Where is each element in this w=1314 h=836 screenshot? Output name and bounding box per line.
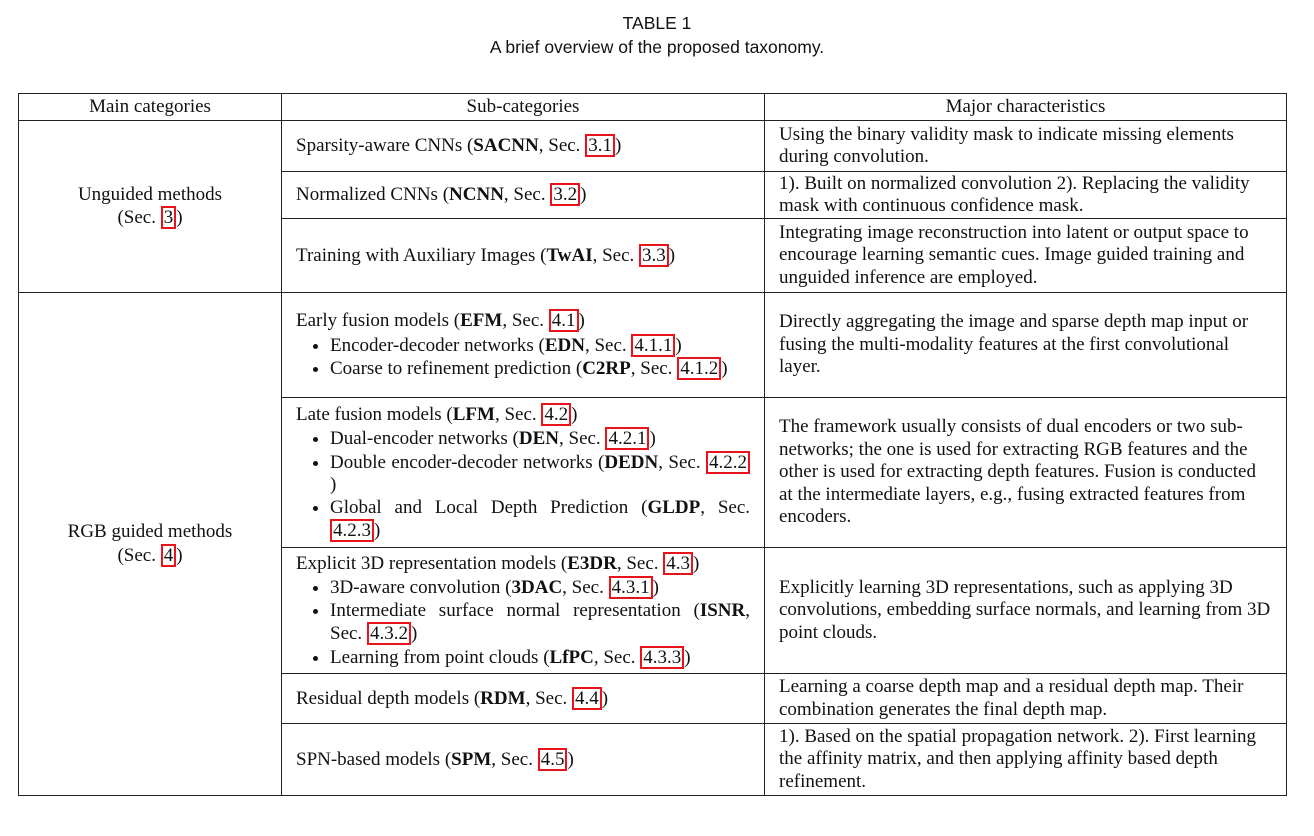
sub-category-list	[296, 427, 750, 543]
category-abbr: NCNN	[449, 184, 504, 206]
category-abbr: DEN	[518, 428, 559, 449]
characteristics-cell	[765, 293, 1287, 398]
characteristics-cell	[765, 172, 1287, 219]
sec-label: Sec.	[330, 623, 363, 645]
sub-category-item: • Double encoder-decoder networks (DEDN, Sec. 4.2.2)	[330, 451, 750, 497]
section-ref-link[interactable]: 4.1.1	[631, 334, 675, 357]
sec-label: Sec.	[594, 334, 627, 356]
characteristics-cell	[765, 548, 1287, 674]
category-name: Learning from point clouds	[330, 646, 539, 668]
category-name: Normalized CNNs	[296, 184, 438, 206]
sub-category-item: • Intermediate surface normal representation (ISNR, Sec. 4.3.2 )	[330, 600, 750, 646]
sec-label: Sec.	[602, 244, 635, 266]
table-label: TABLE 1	[622, 13, 692, 33]
sub-category-cell	[282, 219, 765, 293]
category-abbr: LFM	[452, 403, 495, 425]
category-abbr: EFM	[460, 310, 503, 332]
sub-category-heading: Training with Auxiliary Images (TwAI, Sec. 3.3 )	[296, 244, 676, 266]
header-row	[19, 94, 1287, 121]
section-ref-link[interactable]: 4.2	[541, 403, 571, 426]
category-abbr: ISNR	[699, 599, 746, 621]
characteristics-text: Learning a coarse depth map and a residual depth map. Their combination generates the final depth map.	[779, 676, 1244, 720]
category-name: Early fusion models	[296, 310, 450, 332]
sub-category-heading: Normalized CNNs (NCNN, Sec. 3.2 )	[296, 184, 587, 206]
section-ref-link[interactable]: 4.2.2	[706, 451, 750, 474]
sec-label: Sec.	[668, 451, 701, 473]
sec-label: Sec.	[626, 552, 659, 574]
sec-label: Sec.	[500, 748, 533, 770]
category-abbr: C2RP	[582, 358, 631, 380]
category-name: Intermediate surface normal representation	[330, 599, 681, 621]
characteristics-text: 1). Built on normalized convolution 2). Replacing the validity mask with continuous confidence mask.	[779, 172, 1250, 216]
characteristics-cell	[765, 398, 1287, 548]
sec-label: Sec.	[123, 207, 156, 228]
section-ref-link[interactable]: 4.1	[549, 309, 579, 332]
category-abbr: DEDN	[604, 451, 659, 473]
header-major-characteristics: Major characteristics	[765, 94, 1287, 121]
sec-label: Sec.	[123, 544, 156, 566]
section-ref-link[interactable]: 3	[161, 206, 177, 229]
sec-label: Sec.	[513, 184, 546, 206]
sec-label: Sec.	[568, 428, 601, 449]
section-ref-link[interactable]: 4	[161, 544, 177, 567]
characteristics-cell	[765, 121, 1287, 172]
category-abbr: EDN	[544, 334, 585, 356]
sub-category-list	[296, 334, 750, 381]
characteristics-text: Integrating image reconstruction into latent or output space to encourage learning semantic cues. Image guided training and unguided inference are employed.	[779, 221, 1249, 288]
table-row	[19, 293, 1287, 398]
category-name: Dual-encoder networks	[330, 428, 508, 449]
category-name: Encoder-decoder networks	[330, 334, 534, 356]
sub-category-item: • Global and Local Depth Prediction (GLDP, Sec. 4.2.3 )	[330, 497, 750, 543]
sub-category-heading: SPN-based models (SPM, Sec. 4.5 )	[296, 748, 574, 770]
category-name: Residual depth models	[296, 687, 470, 709]
section-ref-link[interactable]: 4.3.2	[367, 622, 411, 645]
section-ref-link[interactable]: 4.3.3	[640, 646, 684, 669]
category-name: Double encoder-decoder networks	[330, 451, 593, 473]
category-abbr: RDM	[480, 687, 526, 709]
sub-category-cell	[282, 293, 765, 398]
characteristics-text: 1). Based on the spatial propagation network. 2). First learning the affinity matrix, and then applying affinity based depth refinement.	[779, 725, 1257, 792]
category-name: 3D-aware convolution	[330, 577, 501, 599]
category-abbr: GLDP	[647, 496, 701, 518]
category-abbr: SPM	[451, 748, 492, 770]
sec-label: Sec.	[504, 403, 537, 425]
sec-label: Sec.	[717, 496, 751, 518]
category-name: Training with Auxiliary Images	[296, 244, 536, 266]
sec-label: Sec.	[640, 358, 673, 380]
category-abbr: 3DAC	[511, 577, 563, 599]
main-category-cell	[19, 293, 282, 796]
sec-label: Sec.	[548, 135, 581, 157]
category-name: Global and Local Depth Prediction	[330, 496, 629, 518]
section-ref-link[interactable]: 3.2	[550, 183, 580, 206]
category-abbr: LfPC	[549, 646, 594, 668]
section-ref-link[interactable]: 4.3.1	[609, 576, 653, 599]
sub-category-heading: Residual depth models (RDM, Sec. 4.4 )	[296, 687, 609, 709]
sub-category-heading: Late fusion models (LFM, Sec. 4.2 )	[296, 403, 578, 425]
taxonomy-table	[18, 93, 1287, 796]
category-name: Late fusion models	[296, 403, 442, 425]
table-title: A brief overview of the proposed taxonomy.	[489, 37, 825, 57]
header-main-categories: Main categories	[19, 94, 282, 121]
category-name: Explicit 3D representation models	[296, 552, 557, 574]
main-category-sec: (Sec. 4 )	[117, 544, 183, 566]
category-name: SPN-based models	[296, 748, 441, 770]
section-ref-link[interactable]: 4.1.2	[677, 357, 721, 380]
main-category-name: Unguided methods	[77, 183, 223, 205]
sub-category-heading: Explicit 3D representation models (E3DR, Sec. 4.3 )	[296, 552, 700, 574]
characteristics-text: Directly aggregating the image and sparse depth map input or fusing the multi-modality features at the first convolutional layer.	[779, 311, 1249, 378]
category-name: Coarse to refinement prediction	[330, 358, 572, 380]
category-abbr: E3DR	[567, 552, 617, 574]
sub-category-cell	[282, 674, 765, 724]
section-ref-link[interactable]: 4.5	[538, 748, 568, 771]
sub-category-cell	[282, 398, 765, 548]
sub-category-heading: Sparsity-aware CNNs (SACNN, Sec. 3.1 )	[296, 135, 622, 157]
sec-label: Sec.	[535, 687, 568, 709]
main-category-sec: (Sec. 3 )	[117, 207, 183, 228]
characteristics-cell	[765, 219, 1287, 293]
sub-category-item: • Dual-encoder networks (DEN, Sec. 4.2.1 )	[330, 427, 750, 451]
section-ref-link[interactable]: 3.1	[585, 134, 615, 157]
sub-category-cell	[282, 172, 765, 219]
sub-category-item: • Coarse to refinement prediction (C2RP, Sec. 4.1.2 )	[330, 357, 750, 381]
characteristics-text: The framework usually consists of dual encoders or two sub-networks; the one is used for extracting RGB features and the other is used for extracting depth features. Fusion is conducted at the intermediate layers, e.g., fusing extracted features from encoders.	[779, 416, 1256, 528]
characteristics-cell	[765, 674, 1287, 724]
sub-category-item: • Learning from point clouds (LfPC, Sec. 4.3.3 )	[330, 646, 750, 670]
header-sub-categories: Sub-categories	[282, 94, 765, 121]
sec-label: Sec.	[603, 646, 636, 668]
category-name: Sparsity-aware CNNs	[296, 135, 463, 157]
category-abbr: SACNN	[473, 135, 539, 157]
characteristics-cell	[765, 724, 1287, 796]
table-row	[19, 121, 1287, 172]
characteristics-text: Using the binary validity mask to indicate missing elements during convolution.	[779, 123, 1234, 167]
sub-category-cell	[282, 724, 765, 796]
section-ref-link[interactable]: 4.3	[663, 552, 693, 575]
sub-category-list	[296, 576, 750, 669]
section-ref-link[interactable]: 4.2.1	[605, 427, 649, 450]
sec-label: Sec.	[511, 310, 545, 332]
main-category-name: RGB guided methods	[67, 521, 233, 542]
section-ref-link[interactable]: 3.3	[639, 244, 669, 267]
sub-category-cell	[282, 121, 765, 172]
section-ref-link[interactable]: 4.2.3	[330, 519, 374, 542]
category-abbr: TwAI	[546, 244, 593, 266]
sub-category-cell	[282, 548, 765, 674]
sub-category-heading: Early fusion models (EFM, Sec. 4.1 )	[296, 310, 585, 332]
sub-category-item: • 3D-aware convolution (3DAC, Sec. 4.3.1 )	[330, 576, 750, 600]
characteristics-text: Explicitly learning 3D representations, such as applying 3D convolutions, embedding surface normals, and learning from 3D point clouds.	[779, 576, 1271, 643]
sub-category-item: • Encoder-decoder networks (EDN, Sec. 4.1.1 )	[330, 334, 750, 358]
sec-label: Sec.	[571, 577, 604, 599]
section-ref-link[interactable]: 4.4	[572, 687, 602, 710]
main-category-cell	[19, 121, 282, 293]
